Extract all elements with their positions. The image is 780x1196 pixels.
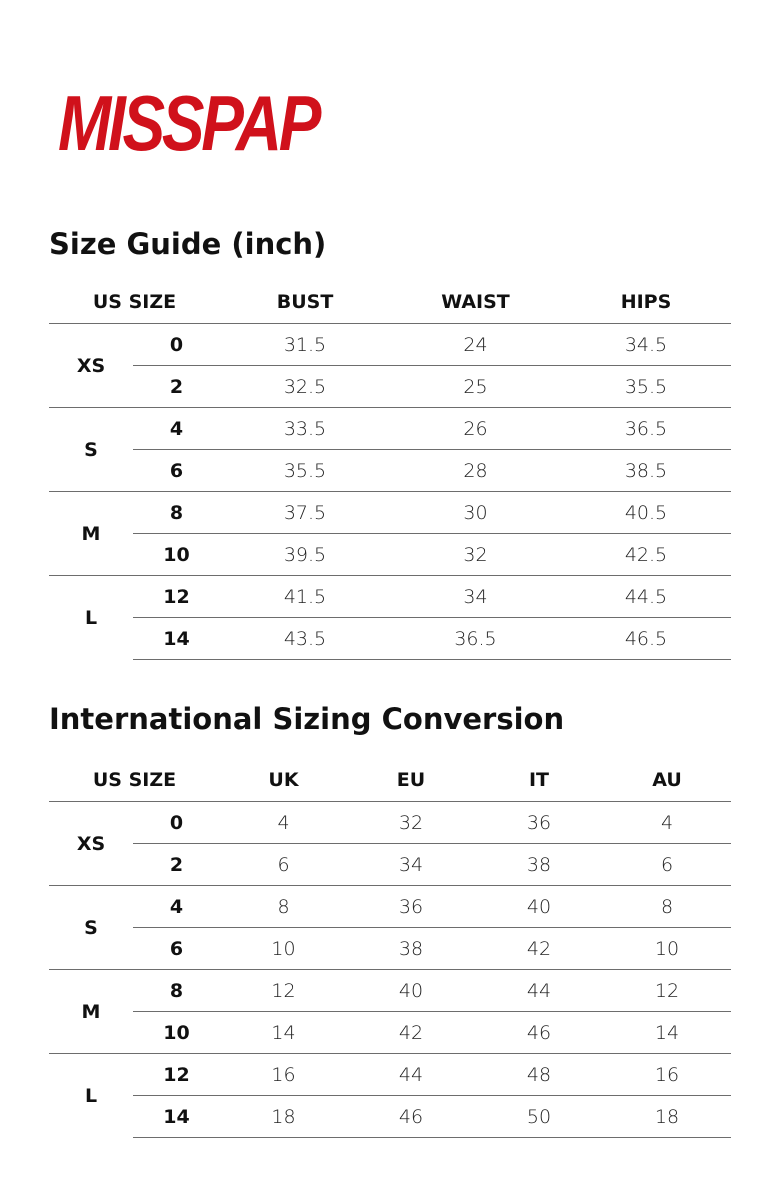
eu-value: 32 — [347, 802, 475, 844]
bust-value: 43.5 — [220, 618, 390, 660]
brand-logo: MISSPAP — [58, 79, 319, 167]
header-hips: HIPS — [620, 291, 672, 313]
us-size-number: 8 — [133, 492, 220, 534]
header-us-size: US SIZE — [92, 769, 177, 791]
header-waist: WAIST — [441, 291, 510, 313]
it-value: 48 — [475, 1054, 603, 1096]
size-group-label: S — [49, 408, 133, 492]
size-group-label: M — [49, 492, 133, 576]
size-group-label: L — [49, 1054, 133, 1138]
au-value: 10 — [603, 928, 731, 970]
it-value: 42 — [475, 928, 603, 970]
it-value: 44 — [475, 970, 603, 1012]
it-value: 40 — [475, 886, 603, 928]
table-row — [49, 1096, 731, 1138]
waist-value: 24 — [390, 324, 561, 366]
waist-value: 34 — [390, 576, 561, 618]
table-row — [49, 450, 731, 492]
us-size-number: 10 — [133, 534, 220, 576]
size-group-label: XS — [49, 802, 133, 886]
uk-value: 10 — [220, 928, 347, 970]
size-guide-header-row — [49, 281, 731, 324]
us-size-number: 14 — [133, 1096, 220, 1138]
au-value: 14 — [603, 1012, 731, 1054]
it-value: 38 — [475, 844, 603, 886]
hips-value: 36.5 — [561, 408, 731, 450]
eu-value: 46 — [347, 1096, 475, 1138]
bust-value: 31.5 — [220, 324, 390, 366]
hips-value: 44.5 — [561, 576, 731, 618]
bust-value: 33.5 — [220, 408, 390, 450]
eu-value: 36 — [347, 886, 475, 928]
it-value: 36 — [475, 802, 603, 844]
us-size-number: 14 — [133, 618, 220, 660]
table-row — [49, 618, 731, 660]
table-row — [49, 576, 731, 618]
uk-value: 12 — [220, 970, 347, 1012]
us-size-number: 10 — [133, 1012, 220, 1054]
uk-value: 14 — [220, 1012, 347, 1054]
hips-value: 40.5 — [561, 492, 731, 534]
us-size-number: 8 — [133, 970, 220, 1012]
bust-value: 37.5 — [220, 492, 390, 534]
header-eu: EU — [396, 769, 426, 791]
uk-value: 8 — [220, 886, 347, 928]
eu-value: 42 — [347, 1012, 475, 1054]
waist-value: 25 — [390, 366, 561, 408]
us-size-number: 2 — [133, 366, 220, 408]
uk-value: 6 — [220, 844, 347, 886]
bust-value: 32.5 — [220, 366, 390, 408]
size-guide-title: Size Guide (inch) — [49, 227, 327, 261]
waist-value: 28 — [390, 450, 561, 492]
table-row — [49, 844, 731, 886]
table-row — [49, 324, 731, 366]
table-row — [49, 492, 731, 534]
au-value: 6 — [603, 844, 731, 886]
size-group-label: M — [49, 970, 133, 1054]
us-size-number: 0 — [133, 324, 220, 366]
waist-value: 26 — [390, 408, 561, 450]
header-it: IT — [528, 769, 550, 791]
bust-value: 35.5 — [220, 450, 390, 492]
us-size-number: 12 — [133, 1054, 220, 1096]
us-size-number: 4 — [133, 886, 220, 928]
waist-value: 30 — [390, 492, 561, 534]
hips-value: 42.5 — [561, 534, 731, 576]
uk-value: 18 — [220, 1096, 347, 1138]
conversion-title: International Sizing Conversion — [49, 702, 565, 736]
table-row — [49, 928, 731, 970]
au-value: 16 — [603, 1054, 731, 1096]
us-size-number: 0 — [133, 802, 220, 844]
uk-value: 4 — [220, 802, 347, 844]
conversion-header-row — [49, 759, 731, 802]
us-size-number: 6 — [133, 928, 220, 970]
us-size-number: 2 — [133, 844, 220, 886]
us-size-number: 12 — [133, 576, 220, 618]
header-bust: BUST — [276, 291, 334, 313]
table-row — [49, 886, 731, 928]
eu-value: 38 — [347, 928, 475, 970]
bust-value: 39.5 — [220, 534, 390, 576]
header-uk: UK — [268, 769, 299, 791]
au-value: 18 — [603, 1096, 731, 1138]
bust-value: 41.5 — [220, 576, 390, 618]
waist-value: 36.5 — [390, 618, 561, 660]
table-row — [49, 366, 731, 408]
eu-value: 34 — [347, 844, 475, 886]
us-size-number: 4 — [133, 408, 220, 450]
size-group-label: L — [49, 576, 133, 660]
table-row — [49, 408, 731, 450]
it-value: 50 — [475, 1096, 603, 1138]
au-value: 8 — [603, 886, 731, 928]
au-value: 12 — [603, 970, 731, 1012]
size-group-label: XS — [49, 324, 133, 408]
hips-value: 34.5 — [561, 324, 731, 366]
table-row — [49, 1012, 731, 1054]
it-value: 46 — [475, 1012, 603, 1054]
size-guide-table — [49, 281, 731, 660]
table-row — [49, 534, 731, 576]
eu-value: 44 — [347, 1054, 475, 1096]
hips-value: 46.5 — [561, 618, 731, 660]
table-row — [49, 970, 731, 1012]
eu-value: 40 — [347, 970, 475, 1012]
hips-value: 38.5 — [561, 450, 731, 492]
hips-value: 35.5 — [561, 366, 731, 408]
us-size-number: 6 — [133, 450, 220, 492]
header-us-size: US SIZE — [92, 291, 177, 313]
waist-value: 32 — [390, 534, 561, 576]
table-row — [49, 1054, 731, 1096]
table-row — [49, 802, 731, 844]
uk-value: 16 — [220, 1054, 347, 1096]
size-group-label: S — [49, 886, 133, 970]
au-value: 4 — [603, 802, 731, 844]
conversion-table — [49, 759, 731, 1138]
header-au: AU — [652, 769, 682, 791]
